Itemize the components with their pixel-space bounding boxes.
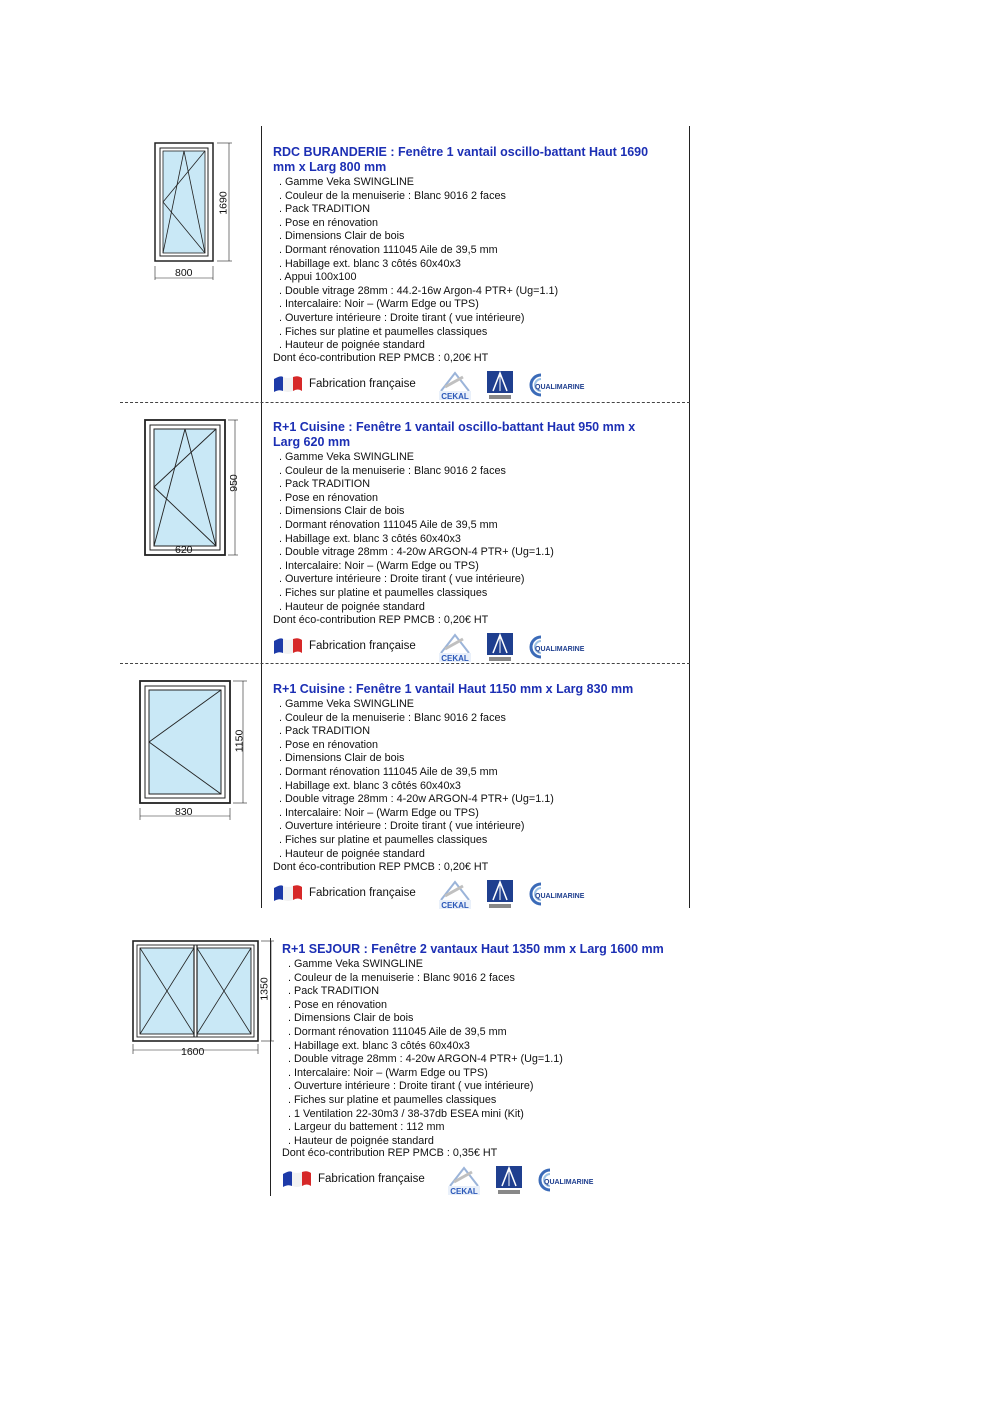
- french-flag-icon: [273, 884, 303, 902]
- spec-item: . Pose en rénovation: [279, 216, 379, 229]
- product-title: R+1 Cuisine : Fenêtre 1 vantail Haut 1150 mm x Larg 830 mm: [273, 682, 634, 696]
- svg-text:QUALIMARINE: QUALIMARINE: [535, 893, 585, 900]
- column-divider-top: [261, 126, 262, 908]
- column-divider-right: [689, 126, 690, 908]
- window-diagram: [128, 938, 278, 1063]
- spec-item: . Double vitrage 28mm : 4-20w ARGON-4 PTR+ (Ug=1.1): [288, 1053, 563, 1066]
- acotherm-logo-icon: [494, 1164, 524, 1196]
- spec-item: . Fiches sur platine et paumelles classiques: [288, 1093, 497, 1106]
- cekal-logo-icon: [435, 369, 475, 401]
- eco-contribution: Dont éco-contribution REP PMCB : 0,20€ HT: [273, 352, 489, 364]
- eco-contribution: Dont éco-contribution REP PMCB : 0,20€ HT: [273, 614, 489, 626]
- product-title: R+1 Cuisine : Fenêtre 1 vantail oscillo-battant Haut 950 mm x Larg 620 mm: [273, 420, 636, 449]
- spec-list: [288, 958, 563, 1148]
- spec-item: . Intercalaire: Noir – (Warm Edge ou TPS): [288, 1066, 488, 1079]
- spec-item: . Fiches sur platine et paumelles classiques: [279, 833, 488, 846]
- spec-item: . Dimensions Clair de bois: [279, 230, 405, 243]
- fabrication-francaise-label: Fabrication française: [309, 378, 416, 390]
- spec-item: . Dimensions Clair de bois: [288, 1012, 414, 1025]
- spec-item: . Habillage ext. blanc 3 côtés 60x40x3: [279, 532, 461, 545]
- eco-contribution: Dont éco-contribution REP PMCB : 0,35€ HT: [282, 1147, 498, 1159]
- spec-item: . Ouverture intérieure : Droite tirant ( vue intérieure): [279, 311, 525, 324]
- height-dimension-label: 1150: [233, 729, 246, 753]
- spec-item: . Hauteur de poignée standard: [279, 600, 425, 613]
- spec-item: . Appui 100x100: [279, 271, 357, 284]
- spec-item: . Hauteur de poignée standard: [279, 847, 425, 860]
- spec-item: . Pack TRADITION: [279, 478, 370, 491]
- svg-text:CEKAL: CEKAL: [450, 1187, 478, 1196]
- spec-item: . Hauteur de poignée standard: [288, 1134, 434, 1147]
- spec-list: [279, 451, 554, 614]
- spec-item: . Couleur de la menuiserie : Blanc 9016 2 faces: [279, 711, 506, 724]
- spec-item: . Pack TRADITION: [279, 725, 370, 738]
- qualimarine-logo-icon: [536, 1166, 596, 1194]
- spec-item: . Couleur de la menuiserie : Blanc 9016 2 faces: [288, 971, 515, 984]
- spec-item: . Hauteur de poignée standard: [279, 339, 425, 352]
- french-flag-icon: [282, 1170, 312, 1188]
- spec-list: [279, 176, 558, 353]
- spec-item: . Habillage ext. blanc 3 côtés 60x40x3: [279, 257, 461, 270]
- french-flag-icon: [273, 637, 303, 655]
- spec-item: . Double vitrage 28mm : 4-20w ARGON-4 PTR+ (Ug=1.1): [279, 793, 554, 806]
- height-dimension-label: 1690: [217, 191, 230, 215]
- spec-item: . Couleur de la menuiserie : Blanc 9016 2 faces: [279, 189, 506, 202]
- spec-item: . Intercalaire: Noir – (Warm Edge ou TPS): [279, 559, 479, 572]
- qualimarine-logo-icon: [527, 880, 587, 908]
- certification-logos: [273, 369, 603, 403]
- spec-item: . Ouverture intérieure : Droite tirant ( vue intérieure): [279, 820, 525, 833]
- width-dimension-label: 1600: [181, 1046, 205, 1058]
- spec-item: . Dormant rénovation 111045 Aile de 39,5 mm: [279, 765, 498, 778]
- spec-list: [279, 698, 554, 861]
- spec-item: . Dormant rénovation 111045 Aile de 39,5 mm: [288, 1025, 507, 1038]
- product-title: R+1 SEJOUR : Fenêtre 2 vantaux Haut 1350 mm x Larg 1600 mm: [282, 942, 664, 956]
- window-diagram: [150, 140, 245, 285]
- spec-item: . Pack TRADITION: [288, 985, 379, 998]
- spec-item: . Gamme Veka SWINGLINE: [279, 176, 414, 188]
- spec-item: . Dimensions Clair de bois: [279, 505, 405, 518]
- width-dimension-label: 830: [175, 806, 193, 818]
- height-dimension-label: 950: [227, 474, 240, 492]
- eco-contribution: Dont éco-contribution REP PMCB : 0,20€ HT: [273, 861, 489, 873]
- fabrication-francaise-label: Fabrication française: [318, 1173, 425, 1185]
- spec-item: . Dormant rénovation 111045 Aile de 39,5 mm: [279, 518, 498, 531]
- certification-logos: [273, 878, 603, 912]
- french-flag-icon: [273, 375, 303, 393]
- spec-item: . Dormant rénovation 111045 Aile de 39,5 mm: [279, 243, 498, 256]
- window-diagram: [140, 417, 240, 562]
- svg-text:CEKAL: CEKAL: [441, 901, 469, 910]
- svg-text:CEKAL: CEKAL: [441, 654, 469, 663]
- spec-item: . Gamme Veka SWINGLINE: [279, 451, 414, 463]
- spec-item: . Fiches sur platine et paumelles classiques: [279, 325, 488, 338]
- qualimarine-logo-icon: [527, 371, 587, 399]
- product-title: RDC BURANDERIE : Fenêtre 1 vantail oscillo-battant Haut 1690 mm x Larg 800 mm: [273, 145, 649, 174]
- spec-item: . Largeur du battement : 112 mm: [288, 1121, 445, 1134]
- spec-item: . Double vitrage 28mm : 4-20w ARGON-4 PTR+ (Ug=1.1): [279, 546, 554, 559]
- svg-text:QUALIMARINE: QUALIMARINE: [535, 384, 585, 391]
- spec-item: . Habillage ext. blanc 3 côtés 60x40x3: [288, 1039, 470, 1052]
- spec-item: . Double vitrage 28mm : 44.2-16w Argon-4 PTR+ (Ug=1.1): [279, 284, 559, 297]
- svg-text:QUALIMARINE: QUALIMARINE: [544, 1179, 594, 1186]
- acotherm-logo-icon: [485, 631, 515, 663]
- spec-item: . Gamme Veka SWINGLINE: [279, 698, 414, 710]
- spec-item: . Pose en rénovation: [279, 738, 379, 751]
- spec-item: . Fiches sur platine et paumelles classiques: [279, 586, 488, 599]
- certification-logos: [273, 631, 603, 665]
- height-dimension-label: 1350: [258, 977, 271, 1001]
- spec-item: . Pack TRADITION: [279, 203, 370, 216]
- svg-text:QUALIMARINE: QUALIMARINE: [535, 646, 585, 653]
- spec-item: . Intercalaire: Noir – (Warm Edge ou TPS): [279, 806, 479, 819]
- width-dimension-label: 800: [175, 267, 193, 279]
- spec-item: . 1 Ventilation 22-30m3 / 38-37db ESEA mini (Kit): [288, 1107, 524, 1120]
- acotherm-logo-icon: [485, 878, 515, 910]
- spec-item: . Couleur de la menuiserie : Blanc 9016 2 faces: [279, 464, 506, 477]
- acotherm-logo-icon: [485, 369, 515, 401]
- certification-logos: [282, 1164, 612, 1198]
- spec-item: . Gamme Veka SWINGLINE: [288, 958, 423, 970]
- width-dimension-label: 620: [175, 544, 193, 556]
- cekal-logo-icon: [435, 878, 475, 910]
- cekal-logo-icon: [444, 1164, 484, 1196]
- spec-item: . Intercalaire: Noir – (Warm Edge ou TPS): [279, 298, 479, 311]
- spec-item: . Habillage ext. blanc 3 côtés 60x40x3: [279, 779, 461, 792]
- cekal-logo-icon: [435, 631, 475, 663]
- spec-item: . Dimensions Clair de bois: [279, 752, 405, 765]
- spec-item: . Pose en rénovation: [288, 998, 388, 1011]
- spec-item: . Pose en rénovation: [279, 491, 379, 504]
- fabrication-francaise-label: Fabrication française: [309, 887, 416, 899]
- spec-item: . Ouverture intérieure : Droite tirant ( vue intérieure): [279, 573, 525, 586]
- qualimarine-logo-icon: [527, 633, 587, 661]
- svg-text:CEKAL: CEKAL: [441, 392, 469, 401]
- spec-item: . Ouverture intérieure : Droite tirant ( vue intérieure): [288, 1080, 534, 1093]
- fabrication-francaise-label: Fabrication française: [309, 640, 416, 652]
